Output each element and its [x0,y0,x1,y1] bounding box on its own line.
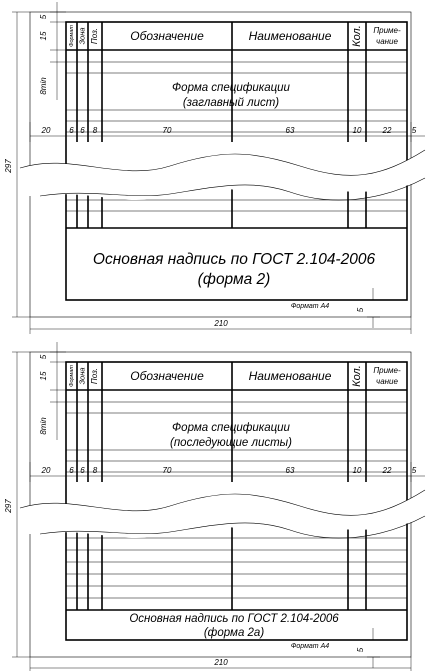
format-label: Формат А4 [290,303,330,310]
header-zone: Зона [77,367,87,385]
dim-col-note: 22 [382,466,392,475]
dim-header-height: 15 [39,31,49,41]
header-note-2: чание [376,37,398,46]
dim-col-zone: 6 [80,466,85,475]
dim-col-pos: 8 [92,126,98,135]
header-note-1: Приме- [373,26,401,35]
dim-col-pos: 8 [92,466,98,475]
header-format: Формат [68,365,75,387]
dim-left-margin: 20 [41,126,51,135]
sheet-subsequent [4,342,425,671]
dim-right-margin: 5 [411,466,417,475]
form-label-line2: (заглавный лист) [182,97,280,109]
header-pos: Поз. [90,27,100,45]
dim-sheet-height: 297 [4,499,14,513]
dim-sheet-height: 297 [4,159,14,173]
header-zone: Зона [77,27,87,45]
title-block-line1: Основная надпись по ГОСТ 2.104-2006 [92,251,376,268]
dim-col-format: 6 [69,126,74,135]
form-label-line1: Форма спецификации [172,422,290,434]
title-block-line2: (форма 2а) [203,627,265,639]
dim-col-zone: 6 [80,126,85,135]
dim-bottom-margin: 5 [356,307,366,313]
header-pos: Поз. [90,367,100,385]
dim-col-format: 6 [69,466,74,475]
title-block-line2: (форма 2) [197,271,271,288]
dim-col-name: 63 [285,126,295,135]
header-qty: Кол. [350,25,363,47]
header-note-2: чание [376,377,398,386]
dim-right-margin: 5 [411,126,417,135]
dim-col-designation: 70 [162,126,172,135]
dim-col-designation: 70 [162,466,172,475]
header-name: Наименование [248,29,332,43]
dim-bottom-margin: 5 [356,647,366,653]
form-label-line1: Форма спецификации [172,82,290,94]
dim-left-margin: 20 [41,466,51,475]
form-label-line2: (последующие листы) [170,437,292,449]
dim-header-height: 15 [39,371,49,381]
dim-top-margin: 5 [39,14,49,20]
title-block-line1: Основная надпись по ГОСТ 2.104-2006 [129,613,339,625]
dim-col-name: 63 [285,466,295,475]
header-note-1: Приме- [373,366,401,375]
dim-col-qty: 10 [352,126,362,135]
dim-col-note: 22 [382,126,392,135]
dim-row-height: 8min [39,417,49,435]
dim-sheet-width: 210 [214,658,228,667]
header-designation: Обозначение [130,369,204,383]
dim-sheet-width: 210 [214,319,228,328]
dim-row-height: 8min [39,77,49,95]
header-name: Наименование [248,369,332,383]
sheet-title [4,2,425,334]
dim-col-qty: 10 [352,466,362,475]
format-label: Формат А4 [290,643,330,650]
header-format: Формат [68,25,75,47]
header-designation: Обозначение [130,29,204,43]
dim-top-margin: 5 [39,354,49,360]
header-qty: Кол. [350,365,363,387]
